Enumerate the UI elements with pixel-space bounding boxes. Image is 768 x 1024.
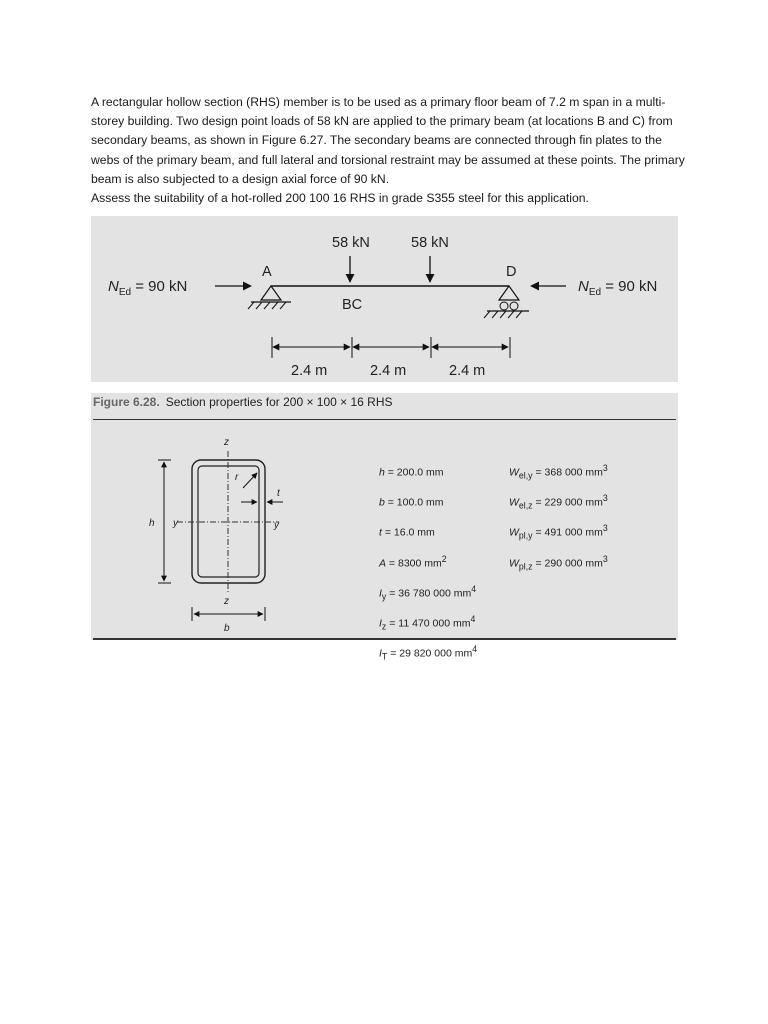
point-label-bc: BC — [342, 297, 363, 313]
prop-it: $I_T = 29$ 820 000 $mm^4$ — [379, 644, 478, 662]
y-label-left: y — [173, 518, 178, 529]
z-label-top: z — [224, 437, 229, 448]
b-label: b — [224, 623, 230, 634]
y-label-right: y — [274, 520, 279, 531]
beam-diagram — [91, 216, 678, 382]
figure-number: Figure 6.28. — [93, 395, 160, 409]
prop-iz: $I_z = 11$ 470 000 $mm^4$ — [379, 613, 476, 632]
section-properties-left — [379, 457, 477, 668]
prop-welz: $W_{el,z} = 229$ 000 $mm^3$ — [509, 493, 608, 511]
r-arrow — [243, 473, 257, 488]
prop-wely: $W_{el,y} = 368$ 000 $mm^3$ — [509, 463, 608, 481]
axial-label-left: $N_{Ed} = 90$ kN — [108, 278, 188, 298]
axial-label-right: $N_{Ed} = 90$ kN — [578, 278, 658, 298]
prop-b: b = 100.0 mm — [379, 496, 444, 509]
section-properties-figure — [91, 393, 678, 662]
section-properties-right — [509, 457, 608, 578]
beam-loading-figure — [91, 216, 678, 382]
span-label-2: 2.4 m — [370, 363, 407, 379]
span-dimension-line — [272, 337, 510, 358]
support-label-d: D — [506, 264, 517, 280]
figure-caption-text: Section properties for 200 × 100 × 16 RHS — [165, 395, 393, 409]
problem-paragraph: A rectangular hollow section (RHS) member is to be used as a primary floor beam of 7.2 m span in a multi-storey building. Two design point loads of 58 kN are applied to the primary beam (at locations B and C) from secondary beams, as shown in Figure 6.27. The secondary beams are connected through fin plates to the webs of the primary beam, and full lateral and torsional restraint may be assumed at these points. The primary beam is also subjected to a design axial force of 90 kN. — [91, 95, 685, 186]
prop-area: A = 8300 $mm^2$ — [379, 553, 447, 570]
t-label: t — [277, 488, 280, 499]
problem-task: Assess the suitability of a hot-rolled 200 100 16 RHS in grade S355 steel for this application. — [91, 191, 589, 206]
problem-statement — [91, 93, 691, 208]
r-label: r — [235, 472, 239, 483]
prop-t: t = 16.0 mm — [379, 526, 435, 539]
figure-bottom-divider — [93, 638, 676, 640]
z-label-bottom: z — [224, 596, 229, 607]
prop-h: h = 200.0 mm — [379, 466, 444, 479]
prop-wply: $W_{pl,y} = 491$ 000 $mm^3$ — [509, 523, 608, 541]
roller-support-d — [484, 286, 529, 318]
span-label-1: 2.4 m — [291, 363, 328, 379]
load-label-left: 58 kN — [332, 235, 370, 251]
prop-wplz: $W_{pl,z} = 290$ 000 $mm^3$ — [509, 553, 608, 572]
pin-support-a — [248, 286, 291, 309]
support-label-a: A — [262, 264, 272, 280]
h-label: h — [149, 518, 155, 529]
prop-iy: $I_y = 36$ 780 000 $mm^4$ — [379, 583, 477, 602]
span-label-3: 2.4 m — [449, 363, 486, 379]
load-label-right: 58 kN — [411, 235, 449, 251]
